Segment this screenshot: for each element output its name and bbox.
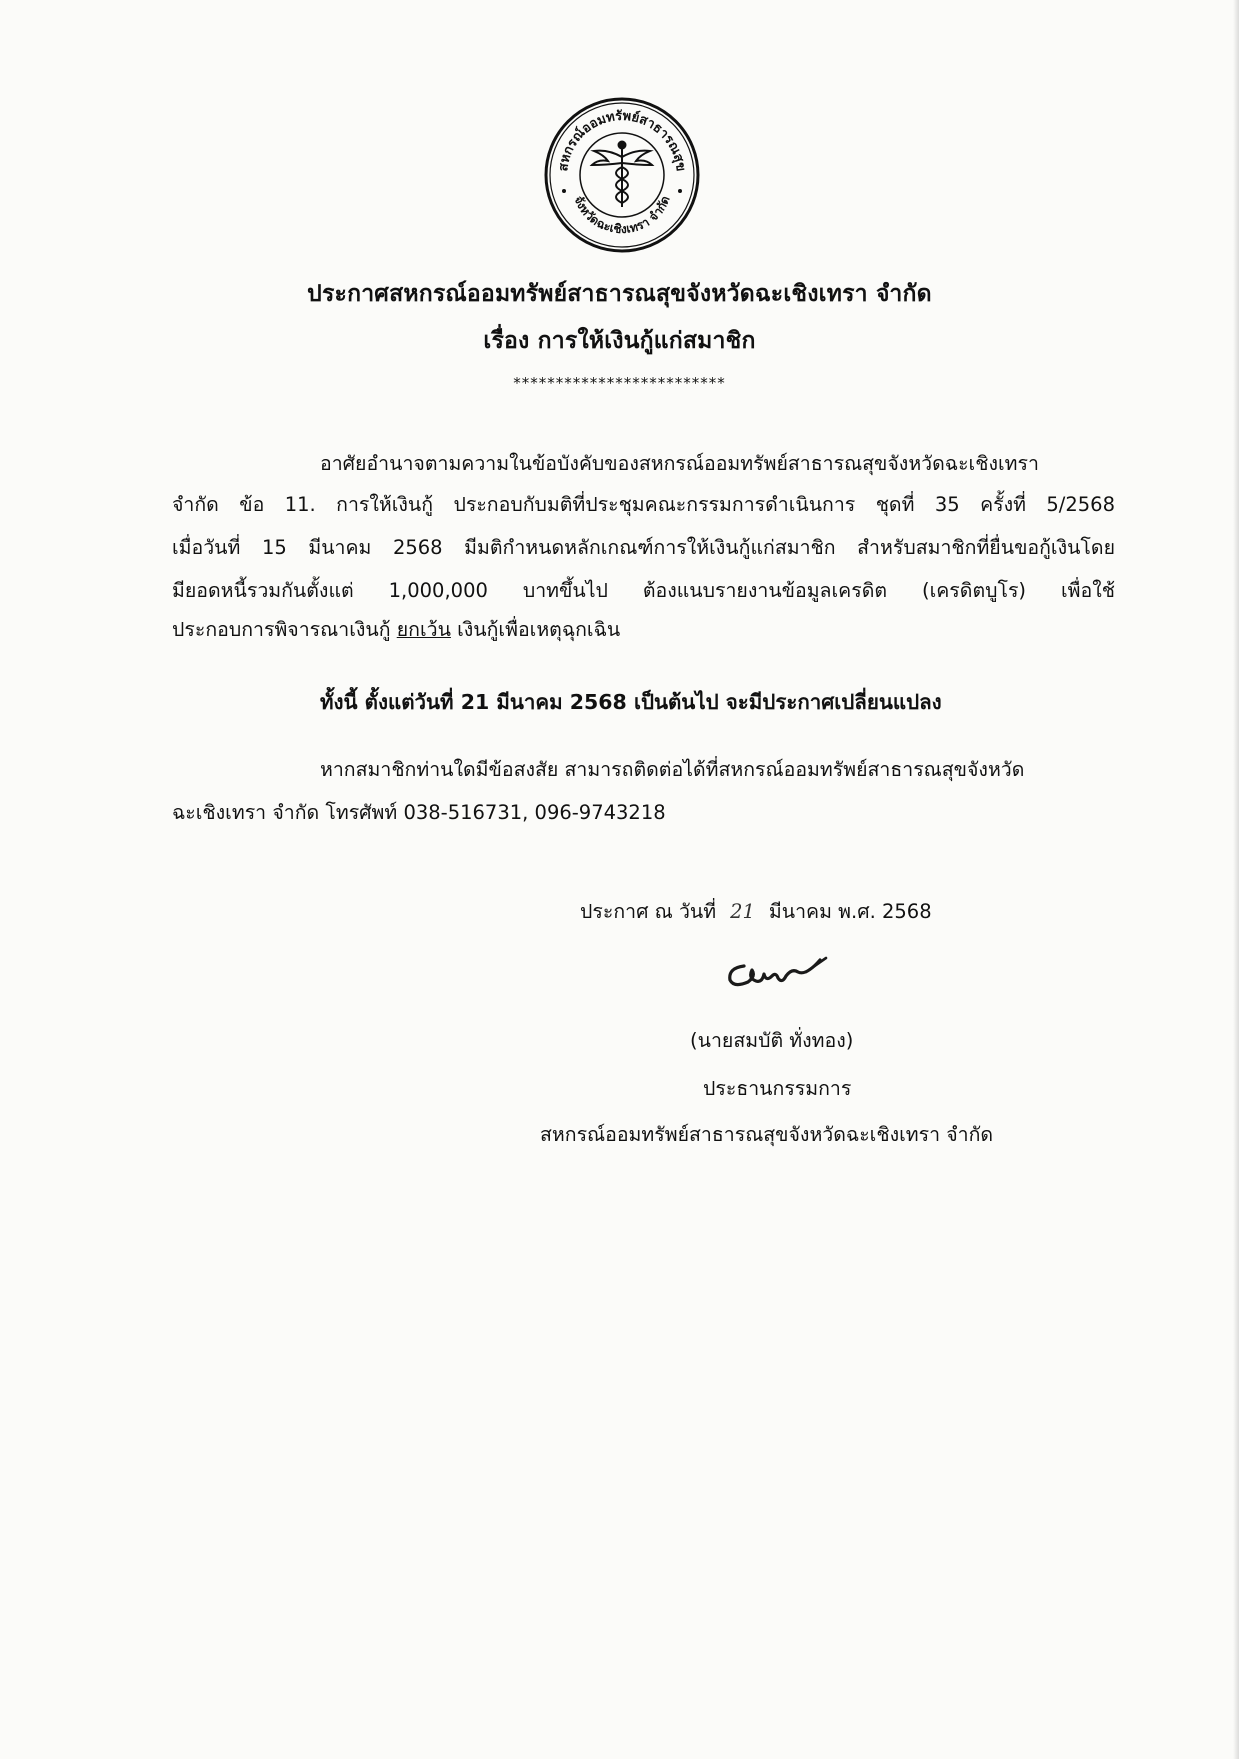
effective-date-notice: ทั้งนี้ ตั้งแต่วันที่ 21 มีนาคม 2568 เป็นต้นไป จะมีประกาศเปลี่ยนแปลง bbox=[320, 690, 942, 714]
signer-name: (นายสมบัติ ทั่งทอง) bbox=[690, 1029, 854, 1052]
paragraph-1-line-1: อาศัยอำนาจตามความในข้อบังคับของสหกรณ์ออมทรัพย์สาธารณสุขจังหวัดฉะเชิงเทรา bbox=[320, 452, 1039, 475]
date-prefix: ประกาศ ณ วันที่ bbox=[580, 900, 717, 923]
cooperative-seal-logo bbox=[542, 95, 702, 255]
announcement-subject: เรื่อง การให้เงินกู้แก่สมาชิก bbox=[483, 328, 756, 354]
scan-edge-shadow bbox=[1233, 0, 1239, 1759]
title-separator: ************************* bbox=[513, 374, 726, 392]
caduceus-icon bbox=[592, 142, 652, 208]
paragraph-1-line-5-start: ประกอบการพิจารณาเงินกู้ bbox=[172, 618, 397, 641]
paragraph-1-line-4: มียอดหนี้รวมกันตั้งแต่ 1,000,000 บาทขึ้นไป ต้องแนบรายงานข้อมูลเครดิต (เครดิตบูโร) เพื่อใช้ bbox=[172, 579, 1115, 602]
svg-text:จังหวัดฉะเชิงเทรา จำกัด: จังหวัดฉะเชิงเทรา จำกัด bbox=[571, 193, 673, 237]
signer-organization: สหกรณ์ออมทรัพย์สาธารณสุขจังหวัดฉะเชิงเทรา จำกัด bbox=[540, 1123, 994, 1146]
date-suffix: มีนาคม พ.ศ. 2568 bbox=[768, 900, 932, 923]
svg-text:สหกรณ์ออมทรัพย์สาธารณสุข: สหกรณ์ออมทรัพย์สาธารณสุข bbox=[556, 108, 688, 173]
paragraph-1-line-5-end: เงินกู้เพื่อเหตุฉุกเฉิน bbox=[450, 618, 621, 641]
paragraph-1-line-5 bbox=[172, 612, 620, 648]
paragraph-1-line-3: เมื่อวันที่ 15 มีนาคม 2568 มีมติกำหนดหลักเกณฑ์การให้เงินกู้แก่สมาชิก สำหรับสมาชิกที่ยื่นขอกู้เงินโดย bbox=[172, 536, 1115, 559]
handwritten-signature bbox=[722, 950, 832, 995]
handwritten-day: 21 bbox=[730, 900, 755, 923]
announcement-title: ประกาศสหกรณ์ออมทรัพย์สาธารณสุขจังหวัดฉะเชิงเทรา จำกัด bbox=[307, 281, 932, 307]
paragraph-1-line-2: จำกัด ข้อ 11. การให้เงินกู้ ประกอบกับมติที่ประชุมคณะกรรมการดำเนินการ ชุดที่ 35 ครั้งที่ 5/2568 bbox=[172, 493, 1115, 516]
contact-phone-line: ฉะเชิงเทรา จำกัด โทรศัพท์ 038-516731, 096-9743218 bbox=[172, 801, 666, 824]
paragraph-3-line-1: หากสมาชิกท่านใดมีข้อสงสัย สามารถติดต่อได้ที่สหกรณ์ออมทรัพย์สาธารณสุขจังหวัด bbox=[320, 758, 1025, 781]
signer-position: ประธานกรรมการ bbox=[703, 1077, 852, 1100]
exception-underlined-text: ยกเว้น bbox=[396, 618, 451, 641]
announcement-date bbox=[580, 896, 932, 927]
